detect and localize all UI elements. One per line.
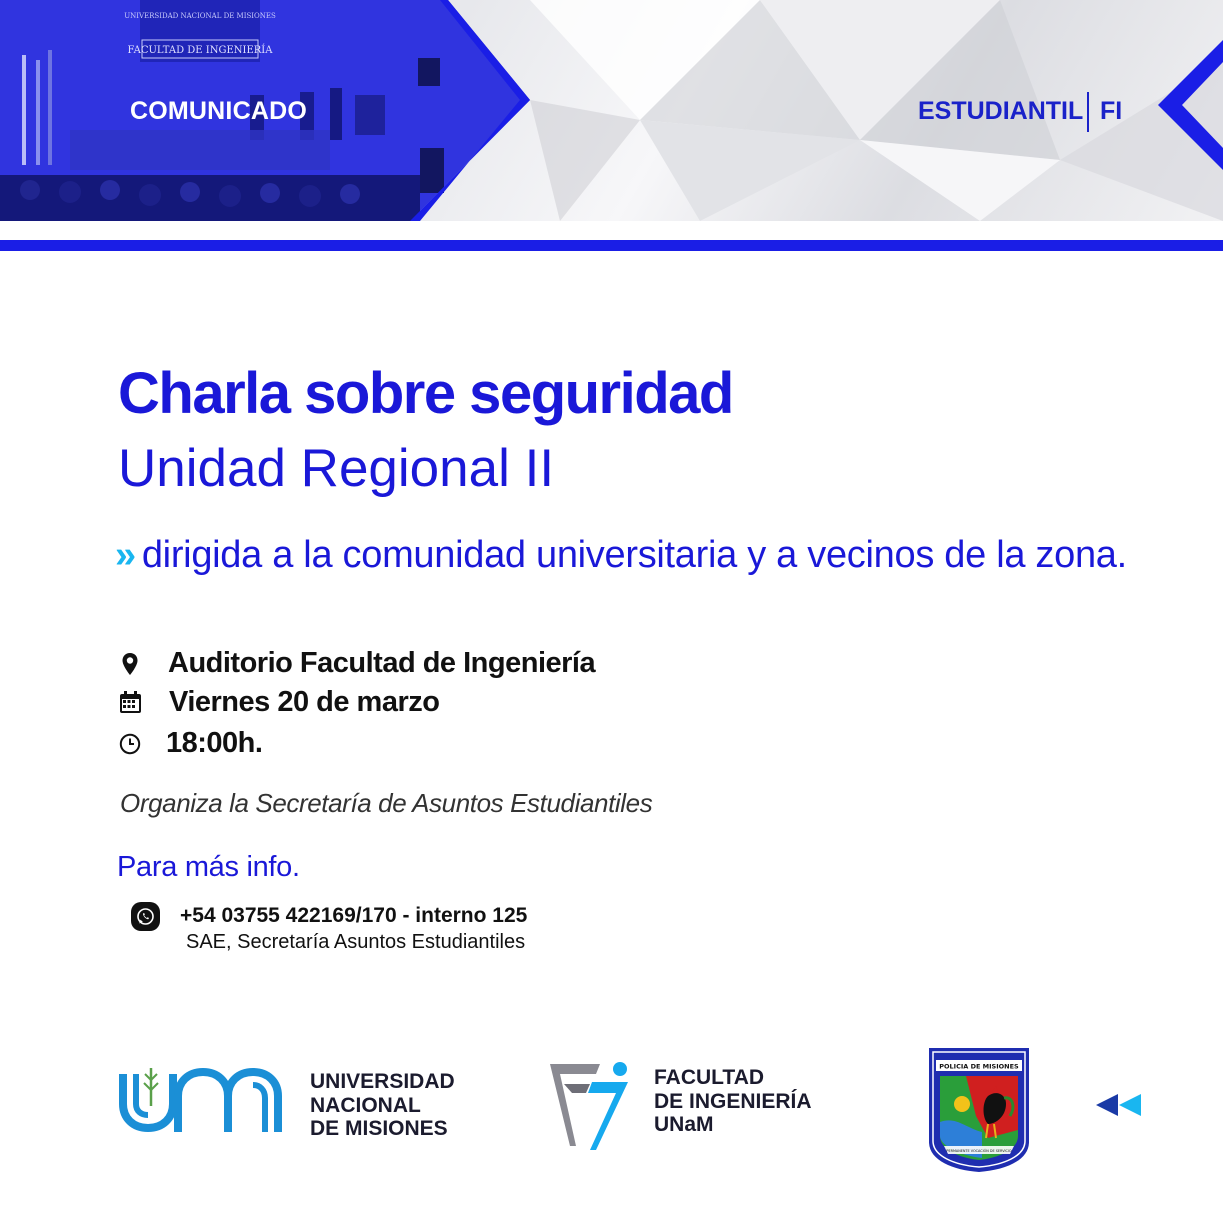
rewind-icon[interactable] bbox=[1096, 1094, 1142, 1116]
detail-location bbox=[118, 647, 595, 680]
unam-logo bbox=[118, 1066, 283, 1138]
detail-time bbox=[118, 727, 262, 760]
fi-line-2: DE INGENIERÍA bbox=[654, 1089, 812, 1113]
police-shield-logo bbox=[926, 1046, 1032, 1174]
whatsapp-icon bbox=[131, 902, 160, 931]
location-text: Auditorio Facultad de Ingeniería bbox=[168, 647, 596, 679]
unam-line-2: NACIONAL bbox=[310, 1093, 421, 1117]
photo-sign-text: FACULTAD DE INGENIERÍA bbox=[127, 45, 273, 56]
clock-icon bbox=[118, 732, 142, 756]
chevron-left-icon bbox=[1158, 40, 1223, 170]
header-divider bbox=[1087, 92, 1089, 132]
police-motto-text: PERMANENTE VOCACIÓN DE SERVICIO bbox=[946, 1149, 1012, 1153]
event-title: Charla sobre seguridad bbox=[118, 361, 733, 426]
fi-logo-text bbox=[654, 1066, 812, 1137]
header-blue-rule bbox=[0, 240, 1223, 251]
police-badge-text: POLICIA DE MISIONES bbox=[939, 1062, 1019, 1071]
event-subtitle: Unidad Regional II bbox=[118, 439, 555, 498]
fi-logo bbox=[548, 1060, 632, 1152]
event-audience-text: dirigida a la comunidad universitaria y a vecinos de la zona. bbox=[141, 534, 1127, 576]
header-banner bbox=[0, 0, 1223, 221]
fi-line-1: FACULTAD bbox=[654, 1066, 765, 1089]
header-label-estudiantil: ESTUDIANTIL bbox=[918, 97, 1084, 125]
unam-line-3: DE MISIONES bbox=[310, 1117, 448, 1141]
calendar-icon bbox=[118, 691, 142, 715]
header-label-comunicado: COMUNICADO bbox=[130, 97, 307, 125]
fi-line-3: UNaM bbox=[654, 1113, 714, 1137]
map-pin-icon bbox=[118, 652, 142, 676]
photo-sign-top-text: UNIVERSIDAD NACIONAL DE MISIONES bbox=[124, 12, 276, 20]
contact-heading: Para más info. bbox=[117, 851, 300, 883]
detail-date bbox=[118, 686, 439, 719]
contact-office: SAE, Secretaría Asuntos Estudiantiles bbox=[186, 931, 526, 953]
event-audience bbox=[115, 533, 1127, 579]
double-chevron-right-icon: » bbox=[115, 534, 136, 576]
unam-line-1: UNIVERSIDAD bbox=[310, 1070, 455, 1093]
organizer-text: Organiza la Secretaría de Asuntos Estudiantiles bbox=[120, 788, 653, 818]
unam-logo-text bbox=[310, 1070, 455, 1141]
time-text: 18:00h. bbox=[166, 727, 263, 759]
contact-phone[interactable]: +54 03755 422169/170 - interno 125 bbox=[180, 904, 528, 927]
date-text: Viernes 20 de marzo bbox=[169, 686, 440, 718]
header-label-fi: FI bbox=[1100, 97, 1123, 125]
